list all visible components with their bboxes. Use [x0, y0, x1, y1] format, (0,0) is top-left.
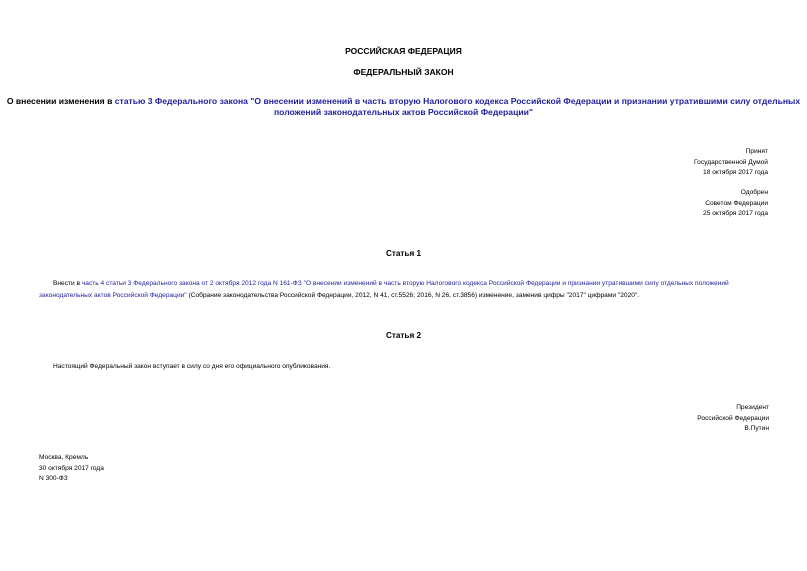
article-1-link[interactable]: часть 4 статьи 3 Федерального закона от 2 октября 2012 года N 161-ФЗ "О внесении изменений в часть вторую Налогового кодекса Российской Федерации и признании утратившими силу отдельных положений законодательных актов Российской Федерации" [39, 280, 729, 299]
place-date-block [39, 453, 104, 485]
article-1-text [39, 278, 770, 301]
approved-by-line: Советом Федерации [705, 199, 768, 207]
country-heading: РОССИЙСКАЯ ФЕДЕРАЦИЯ [345, 46, 462, 56]
signer-org: Российской Федерации [697, 414, 769, 422]
signer-title: Президент [736, 404, 769, 411]
article-1-heading: Статья 1 [385, 249, 422, 258]
accepted-block [694, 147, 768, 179]
article-1-text-before: Внести в [53, 280, 82, 287]
article-2-text: Настоящий Федеральный закон вступает в силу со дня его официального опубликования. [53, 363, 331, 370]
accepted-by-line: Государственной Думой [694, 158, 768, 166]
approved-block [703, 188, 768, 220]
doc-type-heading: ФЕДЕРАЛЬНЫЙ ЗАКОН [353, 67, 454, 77]
signer-name: В.Путин [744, 425, 769, 432]
approved-line: Одобрен [740, 189, 768, 196]
law-title-prefix: О внесении изменения в [6, 96, 115, 106]
article-1-text-after: (Собрание законодательства Российской Федерации, 2012, N 41, ст.5526; 2016, N 26, ст.3856) изменение, заменив цифры "2017" цифрами "2020". [186, 291, 640, 299]
signature-block [697, 403, 769, 435]
approved-date: 25 октября 2017 года [703, 210, 768, 217]
accepted-line: Принят [745, 148, 768, 155]
signing-date: 30 октября 2017 года [39, 464, 104, 472]
article-2-heading: Статья 2 [385, 331, 422, 340]
accepted-date: 18 октября 2017 года [703, 169, 768, 176]
law-number: N 300-ФЗ [39, 475, 68, 482]
law-title [0, 96, 807, 118]
place-line: Москва, Кремль [39, 454, 89, 461]
law-title-link[interactable]: статью 3 Федерального закона "О внесении изменений в часть вторую Налогового кодекса Российской Федерации и признании утратившими силу отдельных положений законодательных актов Российской Федерации" [114, 96, 801, 117]
